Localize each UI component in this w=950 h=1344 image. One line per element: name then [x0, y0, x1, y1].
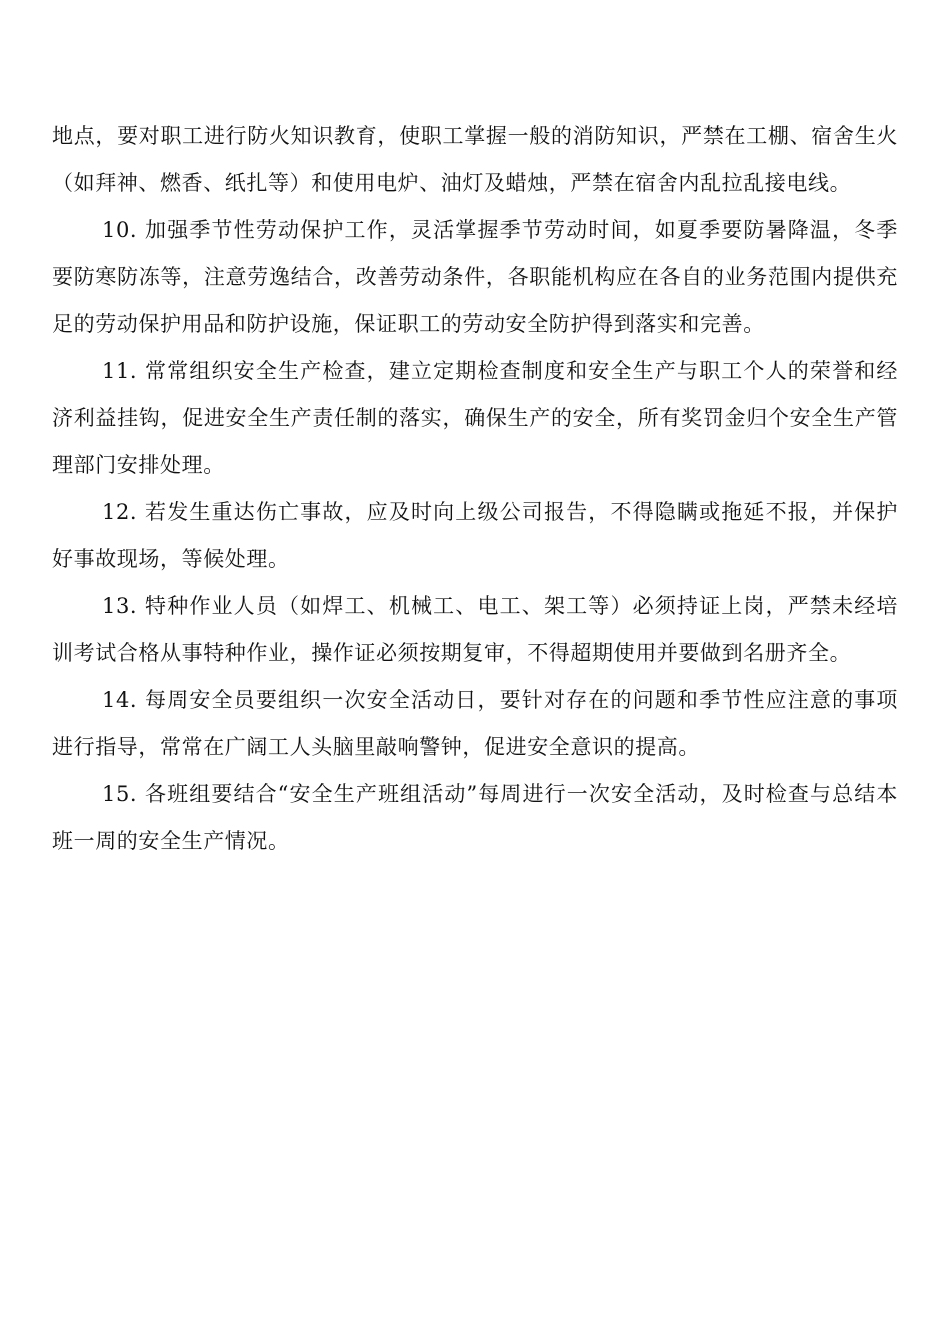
paragraph-item-13: 13. 特种作业人员（如焊工、机械工、电工、架工等）必须持证上岗，严禁未经培训考试合格从事特种作业，操作证必须按期复审，不得超期使用并要做到名册齐全。: [52, 594, 898, 665]
paragraph-item-15: 15. 各班组要结合“安全生产班组活动”每周进行一次安全活动，及时检查与总结本班一周的安全生产情况。: [52, 782, 898, 853]
paragraph-item-14: 14. 每周安全员要组织一次安全活动日，要针对存在的问题和季节性应注意的事项进行指导，常常在广阔工人头脑里敲响警钟，促进安全意识的提高。: [52, 688, 898, 759]
paragraph-item-11: 11. 常常组织安全生产检查，建立定期检查制度和安全生产与职工个人的荣誉和经济利益挂钩，促进安全生产责任制的落实，确保生产的安全，所有奖罚金归个安全生产管理部门安排处理。: [52, 359, 898, 477]
paragraph-fire-safety-continued: 地点，要对职工进行防火知识教育，使职工掌握一般的消防知识，严禁在工棚、宿舍生火（如拜神、燃香、纸扎等）和使用电炉、油灯及蜡烛，严禁在宿舍内乱拉乱接电线。: [52, 124, 898, 195]
document-body: [52, 113, 898, 865]
paragraph-item-12: 12. 若发生重达伤亡事故，应及时向上级公司报告，不得隐瞒或拖延不报，并保护好事故现场，等候处理。: [52, 500, 898, 571]
paragraph-item-10: 10. 加强季节性劳动保护工作，灵活掌握季节劳动时间，如夏季要防暑降温，冬季要防寒防冻等，注意劳逸结合，改善劳动条件，各职能机构应在各自的业务范围内提供充足的劳动保护用品和防护设施，保证职工的劳动安全防护得到落实和完善。: [52, 218, 898, 336]
